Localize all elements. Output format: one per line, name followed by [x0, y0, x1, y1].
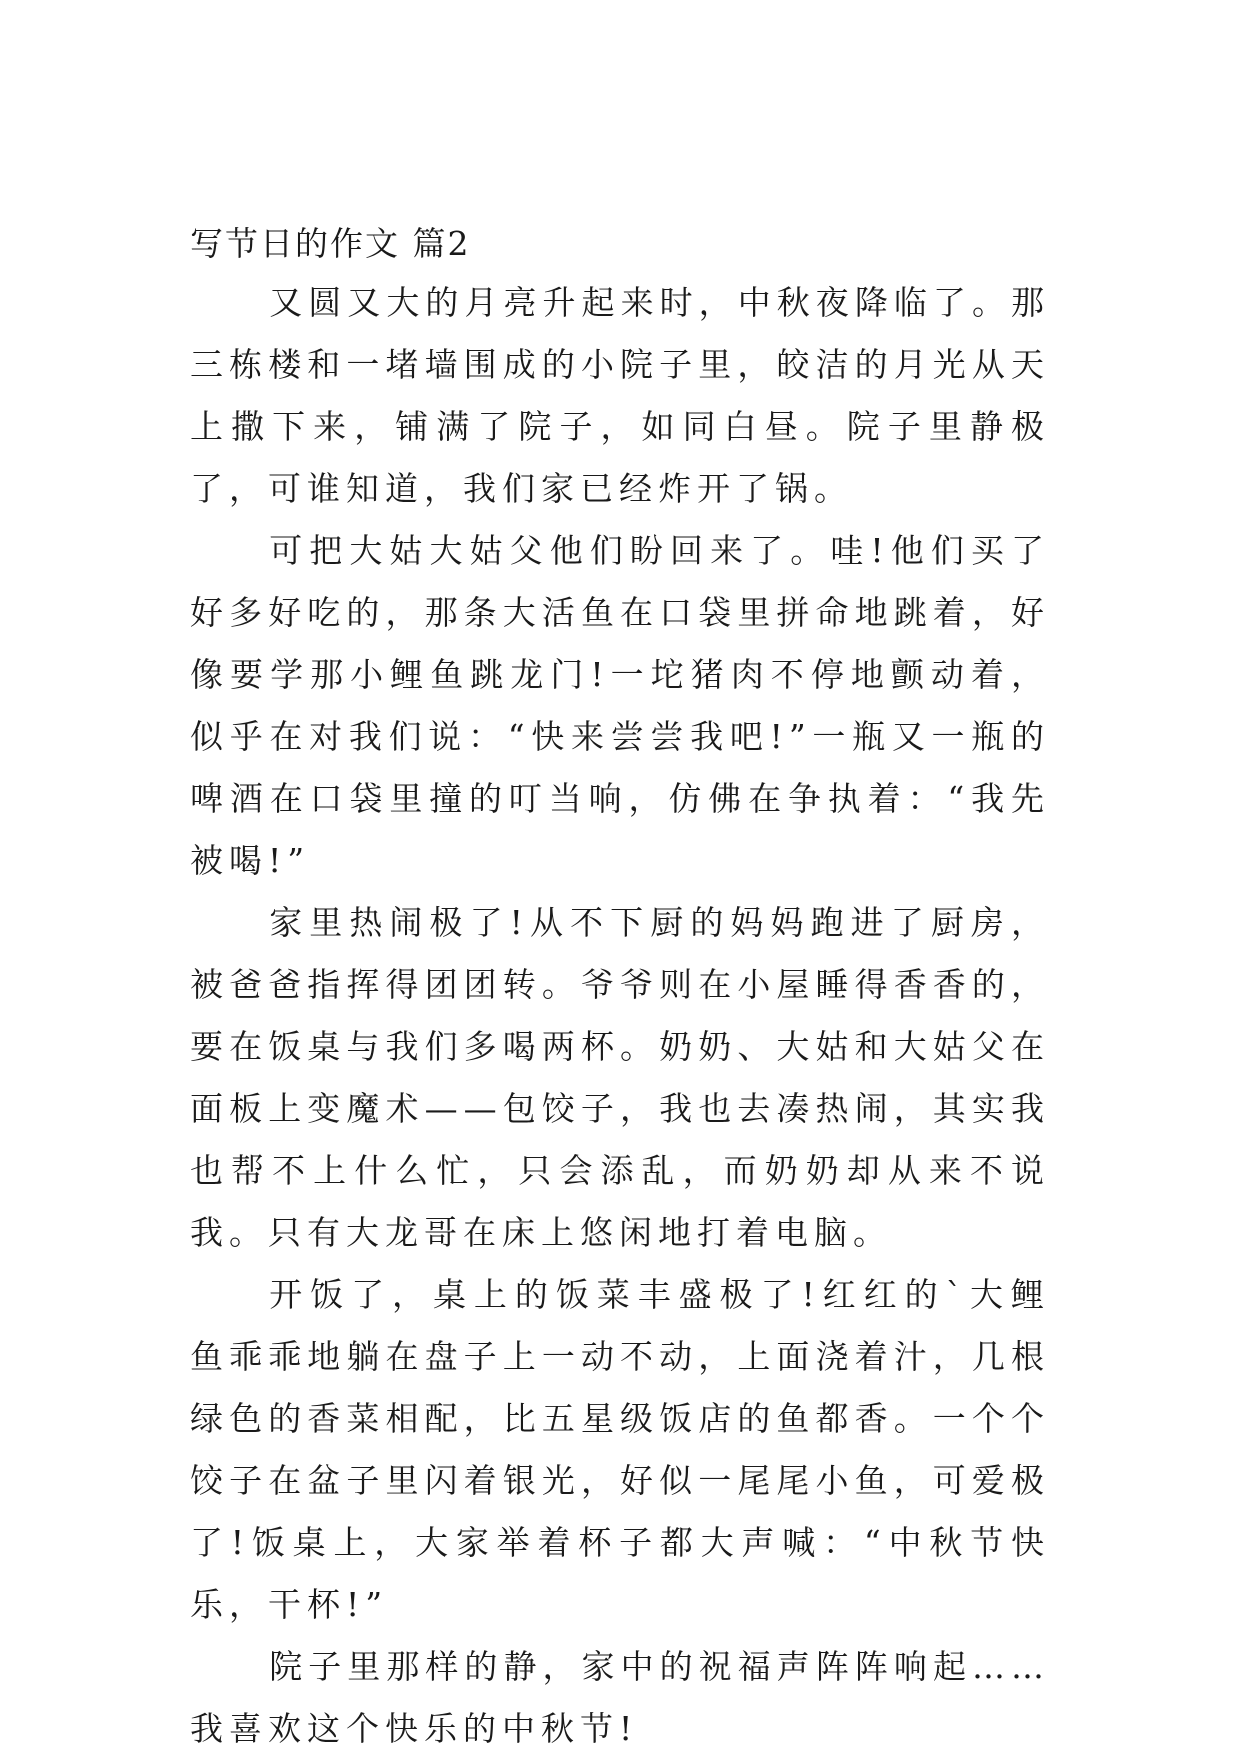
document-body: [190, 222, 1050, 1760]
paragraph-5: 院子里那样的静，家中的祝福声阵阵响起……我喜欢这个快乐的中秋节!: [190, 1647, 1050, 1748]
paragraph-2: 可把大姑大姑父他们盼回来了。哇!他们买了好多好吃的，那条大活鱼在口袋里拼命地跳着，好像要学那小鲤鱼跳龙门!一坨猪肉不停地颤动着，似乎在对我们说：“快来尝尝我吧!”一瓶又一瓶的啤酒在口袋里撞的叮当响，仿佛在争执着：“我先被喝!”: [190, 531, 1050, 880]
paragraph-1: 又圆又大的月亮升起来时，中秋夜降临了。那三栋楼和一堵墙围成的小院子里，皎洁的月光从天上撒下来，铺满了院子，如同白昼。院子里静极了，可谁知道，我们家已经炸开了锅。: [190, 283, 1050, 508]
paragraph-4: 开饭了，桌上的饭菜丰盛极了!红红的`大鲤鱼乖乖地躺在盘子上一动不动，上面浇着汁，几根绿色的香菜相配，比五星级饭店的鱼都香。一个个饺子在盆子里闪着银光，好似一尾尾小鱼，可爱极了!饭桌上，大家举着杯子都大声喊：“中秋节快乐，干杯!”: [190, 1275, 1050, 1624]
page-title: 写节日的作文 篇2: [190, 224, 471, 263]
paragraph-3: 家里热闹极了!从不下厨的妈妈跑进了厨房，被爸爸指挥得团团转。爷爷则在小屋睡得香香的，要在饭桌与我们多喝两杯。奶奶、大姑和大姑父在面板上变魔术——包饺子，我也去凑热闹，其实我也帮不上什么忙，只会添乱，而奶奶却从来不说我。只有大龙哥在床上悠闲地打着电脑。: [190, 903, 1050, 1252]
